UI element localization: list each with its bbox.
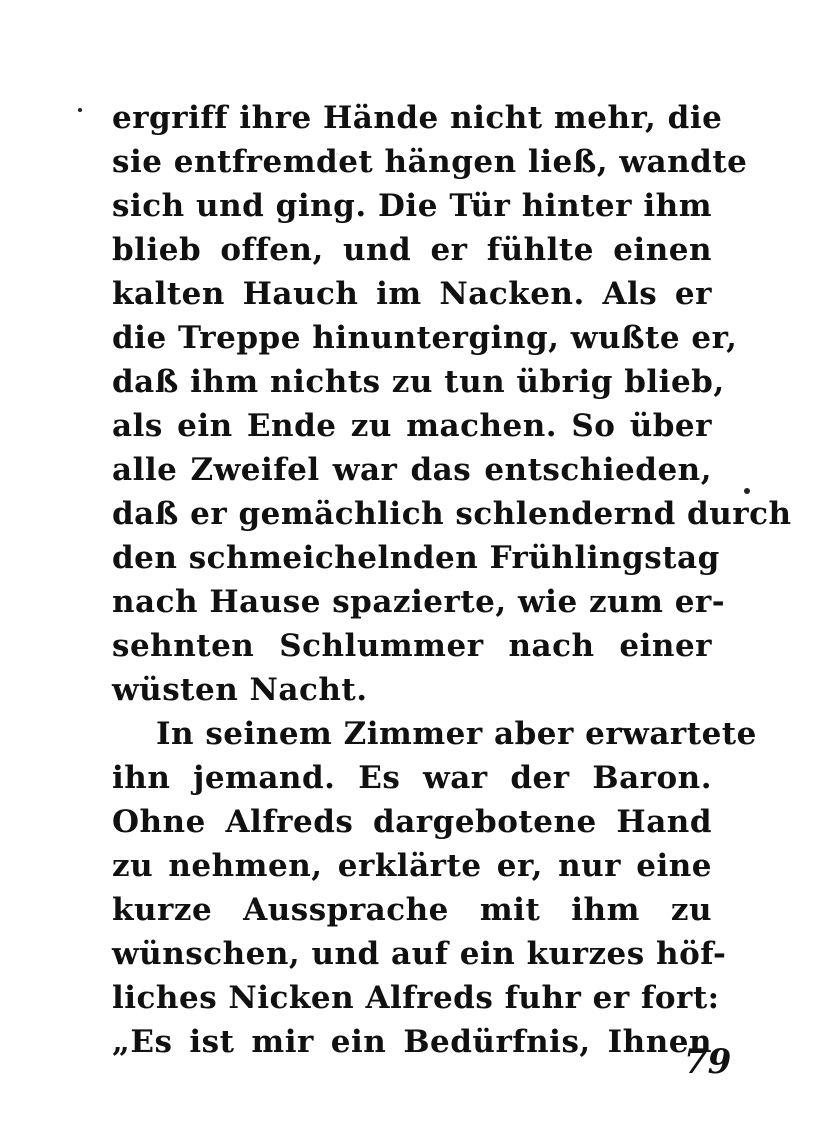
ink-speck <box>78 108 82 112</box>
text-line: als ein Ende zu machen. So über <box>112 408 712 444</box>
text-line: blieb offen, und er fühlte einen <box>112 232 712 268</box>
text-line: wünschen, und auf ein kurzes höf- <box>112 936 727 972</box>
text-line: kalten Hauch im Nacken. Als er <box>112 276 712 312</box>
text-line: „Es ist mir ein Bedürfnis, Ihnen <box>112 1024 712 1060</box>
text-line: nach Hause spazierte, wie zum er- <box>112 584 726 620</box>
text-line: zu nehmen, erklärte er, nur eine <box>112 848 712 884</box>
text-line: liches Nicken Alfreds fuhr er fort: <box>112 980 720 1016</box>
text-line: den schmeichelnden Frühlingstag <box>112 540 720 576</box>
text-line: sehnten Schlummer nach einer <box>112 628 712 664</box>
text-line-paragraph-end: wüsten Nacht. <box>112 672 368 708</box>
text-line-paragraph-start: In seinem Zimmer aber erwartete <box>156 716 757 752</box>
text-line: ergriff ihre Hände nicht mehr, die <box>112 100 723 136</box>
text-line: daß ihm nichts zu tun übrig blieb, <box>112 364 725 400</box>
text-line: sie entfremdet hängen ließ, wandte <box>112 144 748 180</box>
text-line: ihn jemand. Es war der Baron. <box>112 760 712 796</box>
text-line: die Treppe hinunterging, wußte er, <box>112 320 738 356</box>
ink-speck <box>744 488 750 494</box>
page-number: 79 <box>684 1042 732 1082</box>
text-line: kurze Aussprache mit ihm zu <box>112 892 712 928</box>
text-line: alle Zweifel war das entschieden, <box>112 452 712 488</box>
text-line: daß er gemächlich schlendernd durch <box>112 496 792 532</box>
text-line: sich und ging. Die Tür hinter ihm <box>112 188 712 224</box>
text-line: Ohne Alfreds dargebotene Hand <box>112 804 712 840</box>
